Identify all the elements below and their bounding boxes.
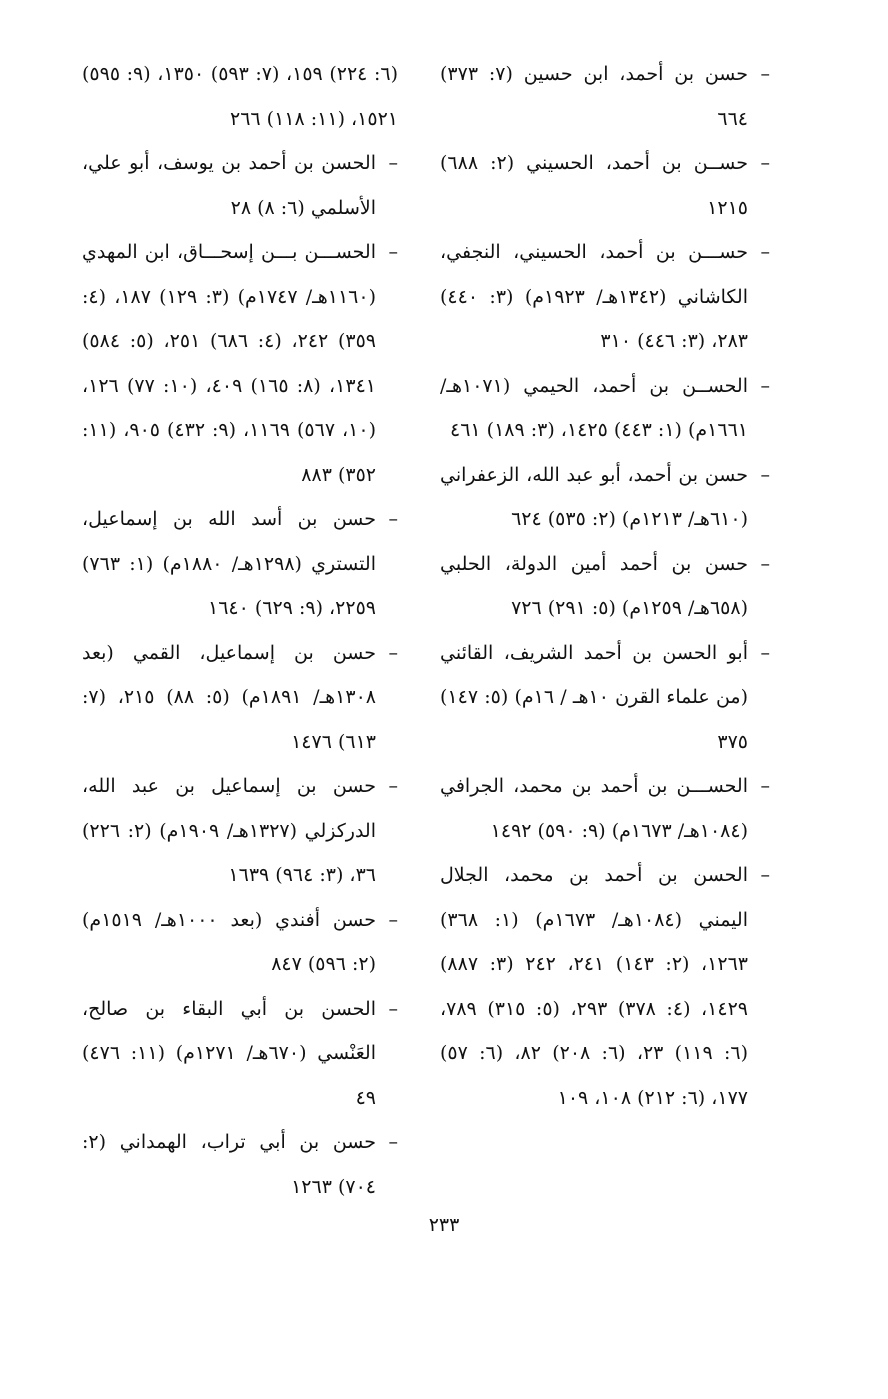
entry-dash: – xyxy=(760,864,770,886)
index-entry xyxy=(440,230,770,364)
right-column xyxy=(440,52,770,1120)
index-entry xyxy=(440,764,770,853)
entry-text: حســـن بن أحمد، الحسيني، النجفي، الكاشاني (١٣٤٢هـ/ ١٩٢٣م) (٣: ٤٤٠) ٢٨٣، (٣: ٤٤٦) ٣١٠ xyxy=(440,241,748,352)
entry-dash: – xyxy=(760,463,770,486)
index-entry-continuation xyxy=(82,52,398,141)
entry-text: حســن بن أحمد، الحسيني (٢: ٦٨٨) ١٢١٥ xyxy=(440,152,748,219)
index-entry xyxy=(82,230,398,497)
entry-dash: – xyxy=(388,775,398,797)
index-entry xyxy=(440,631,770,765)
entry-text: الحســـن بن أحمد بن محمد، الجرافي (١٠٨٤هـ/ ١٦٧٣م) (٩: ٥٩٠) ١٤٩٢ xyxy=(440,775,748,842)
entry-dash: – xyxy=(388,1131,398,1153)
entry-text: الحسن بن أحمد بن يوسف، أبو علي، الأسلمي (٦: ٨) ٢٨ xyxy=(82,152,376,219)
index-entry xyxy=(440,141,770,230)
entry-dash: – xyxy=(760,152,770,174)
index-entry xyxy=(440,52,770,141)
entry-dash: – xyxy=(388,997,398,1020)
entry-dash: – xyxy=(760,241,770,263)
entry-dash: – xyxy=(760,775,770,797)
entry-dash: – xyxy=(388,508,398,530)
index-entry xyxy=(440,453,770,542)
entry-text: الحسن بن أحمد بن محمد، الجلال اليمني (١٠٨٤هـ/ ١٦٧٣م) (١: ٣٦٨) ١٢٦٣، (٢: ١٤٣) ٢٤١، ٢٤٢ (٣: ٨٨٧) ١٤٢٩، (٤: ٣٧٨) ٢٩٣، (٥: ٣١٥) ٧٨٩، (٦: ١١٩) ٢٣، (٦: ٢٠٨) ٨٢، (٦: ٥٧) ١٧٧، (٦: ٢١٢) ١٠٨، ١٠٩ xyxy=(440,864,748,1109)
entry-dash: – xyxy=(760,374,770,397)
entry-dash: – xyxy=(760,63,770,85)
page-number: ٢٣٣ xyxy=(428,1214,460,1236)
entry-text: حسن بن أحمد، ابن حسين (٧: ٣٧٣) ٦٦٤ xyxy=(440,63,748,130)
entry-dash: – xyxy=(388,641,398,664)
entry-text: حسن بن إسماعيل، القمي (بعد ١٣٠٨هـ/ ١٨٩١م) (٥: ٨٨) ٢١٥، (٧: ٦١٣) ١٤٧٦ xyxy=(82,641,376,753)
left-column xyxy=(82,52,398,1209)
entry-text: حسن بن أبي تراب، الهمداني (٢: ٧٠٤) ١٢٦٣ xyxy=(82,1131,376,1198)
index-entry xyxy=(82,987,398,1121)
entry-text: (٦: ٢٢٤) ١٥٩، (٧: ٥٩٣) ١٣٥٠، (٩: ٥٩٥) ١٥٢١، (١١: ١١٨) ٢٦٦ xyxy=(82,63,398,130)
index-entry xyxy=(82,141,398,230)
entry-text: حسن بن أسد الله بن إسماعيل، التستري (١٢٩٨هـ/ ١٨٨٠م) (١: ٧٦٣) ٢٢٥٩، (٩: ٦٢٩) ١٦٤٠ xyxy=(82,508,376,619)
entry-text: حسن بن إسماعيل بن عبد الله، الدركزلي (١٣٢٧هـ/ ١٩٠٩م) (٢: ٢٢٦) ٣٦، (٣: ٩٦٤) ١٦٣٩ xyxy=(82,775,376,886)
index-entry xyxy=(440,364,770,453)
entry-text: أبو الحسن بن أحمد الشريف، القائني (من علماء القرن ١٠هـ / ١٦م) (٥: ١٤٧) ٣٧٥ xyxy=(440,641,748,753)
entry-dash: – xyxy=(388,908,398,931)
entry-dash: – xyxy=(388,241,398,263)
entry-text: الحسن بن أبي البقاء بن صالح، العَنْسي (٦٧٠هـ/ ١٢٧١م) (١١: ٤٧٦) ٤٩ xyxy=(82,997,376,1109)
index-entry xyxy=(82,898,398,987)
index-entry xyxy=(440,542,770,631)
entry-dash: – xyxy=(760,552,770,575)
entry-text: حسن بن أحمد، أبو عبد الله، الزعفراني (٦١٠هـ/ ١٢١٣م) (٢: ٥٣٥) ٦٢٤ xyxy=(440,463,748,530)
entry-text: حسن بن أحمد أمين الدولة، الحلبي (٦٥٨هـ/ ١٢٥٩م) (٥: ٢٩١) ٧٢٦ xyxy=(440,552,748,619)
entry-text: حسن أفندي (بعد ١٠٠٠هـ/ ١٥١٩م) (٢: ٥٩٦) ٨٤٧ xyxy=(82,908,376,975)
index-entry xyxy=(82,631,398,765)
entry-dash: – xyxy=(760,641,770,664)
index-entry xyxy=(82,497,398,631)
entry-text: الحســـن بـــن إسحـــاق، ابن المهدي (١١٦٠هـ/ ١٧٤٧م) (٣: ١٢٩) ١٨٧، (٤: ٣٥٩) ٢٤٢، (٤: ٦٨٦) ٢٥١، (٥: ٥٨٤) ١٣٤١، (٨: ١٦٥) ٤٠٩، (١٠: ٧٧) ١٢٦، (١٠، ٥٦٧) ١١٦٩، (٩: ٤٣٢) ٩٠٥، (١١: ٣٥٢) ٨٨٣ xyxy=(82,241,377,486)
index-entry xyxy=(82,1120,398,1209)
entry-dash: – xyxy=(388,152,398,174)
index-entry xyxy=(440,853,770,1120)
index-entry xyxy=(82,764,398,898)
entry-text: الحســن بن أحمد، الحيمي (١٠٧١هـ/ ١٦٦١م) (١: ٤٤٣) ١٤٢٥، (٣: ١٨٩) ٤٦١ xyxy=(440,374,748,441)
